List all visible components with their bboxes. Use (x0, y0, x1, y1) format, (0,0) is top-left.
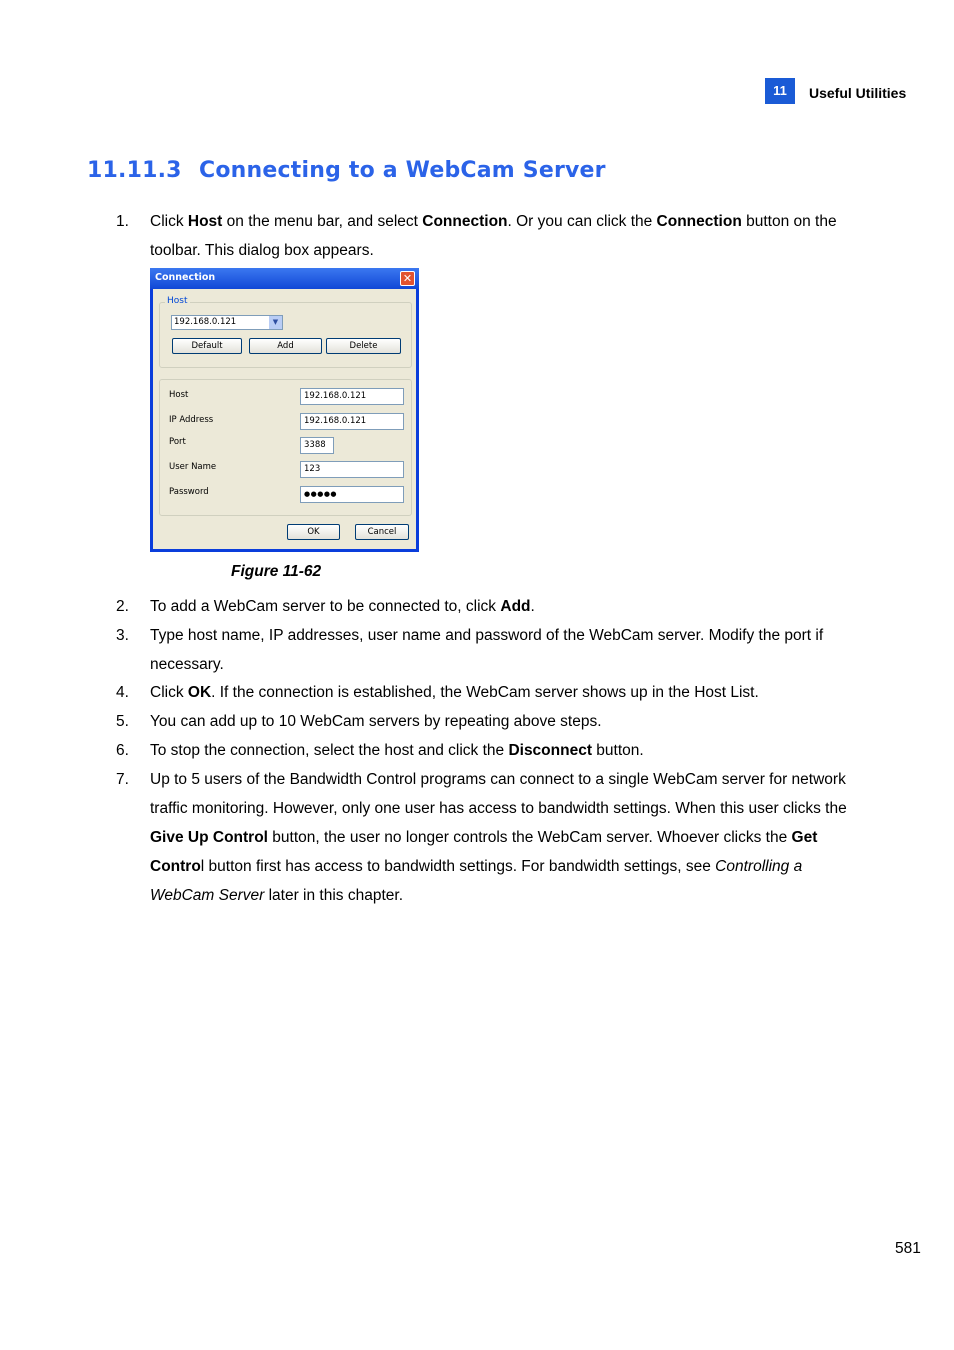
host-label: Host (169, 390, 189, 400)
step-bold-run: Connection (656, 213, 742, 230)
step-text (150, 765, 850, 910)
step-text-run: on the menu bar, and select (222, 213, 423, 230)
step-text (150, 707, 850, 736)
figure-caption: Figure 11-62 (231, 563, 322, 580)
cancel-button[interactable]: Cancel (355, 524, 409, 540)
step-number: 5. (116, 713, 129, 730)
page-number: 581 (895, 1240, 921, 1257)
step-text-run: . (530, 598, 535, 615)
password-field[interactable]: ●●●●● (300, 486, 404, 503)
dialog-title: Connection (155, 272, 216, 283)
step-bold-run: OK (187, 684, 212, 701)
step-number: 7. (116, 771, 129, 788)
user-name-label: User Name (169, 462, 217, 472)
close-icon[interactable]: ✕ (400, 271, 415, 286)
step-text-run: . If the connection is established, the WebCam server shows up in the Host List. (211, 684, 759, 701)
step-bold-run: Disconnect (508, 742, 592, 759)
delete-button[interactable]: Delete (326, 338, 401, 354)
chapter-number-badge: 11 (765, 78, 795, 104)
step-text-run: To stop the connection, select the host and click the (150, 742, 509, 759)
section-heading (87, 158, 606, 183)
host-group-label: Host (167, 296, 188, 306)
step-text (150, 592, 850, 621)
step-text-run: Click (150, 684, 188, 701)
step-bold-run: Host (187, 213, 223, 230)
step-text (150, 207, 850, 265)
dialog-titlebar[interactable] (150, 268, 419, 289)
step-text-run: button. (592, 742, 644, 759)
add-button[interactable]: Add (249, 338, 322, 354)
step-text-run: button on the toolbar. This dialog box appears. (150, 213, 837, 259)
step-bold-run: Connection (422, 213, 508, 230)
section-number: 11.11.3 (87, 158, 182, 183)
step-bold-run: Add (500, 598, 531, 615)
step-text-run: Up to 5 users of the Bandwidth Control programs can connect to a single WebCam server for network traffic monitoring. However, only one user has access to bandwidth settings. When this user clicks the (150, 771, 847, 817)
host-field[interactable]: 192.168.0.121 (300, 388, 404, 405)
step-text-run: l button first has access to bandwidth settings. For bandwidth settings, see (200, 858, 716, 875)
step-italic-run: Controlling a WebCam Server (150, 858, 803, 904)
chevron-down-icon[interactable]: ▼ (269, 316, 282, 329)
host-select[interactable] (171, 315, 283, 330)
port-label: Port (169, 437, 186, 447)
step-text (150, 621, 850, 679)
password-label: Password (169, 487, 209, 497)
ip-address-field[interactable]: 192.168.0.121 (300, 413, 404, 430)
step-text-run: You can add up to 10 WebCam servers by repeating above steps. (150, 713, 602, 730)
step-bold-run: Get Contro (150, 829, 818, 875)
step-number: 3. (116, 627, 129, 644)
step-number: 6. (116, 742, 129, 759)
section-title: Connecting to a WebCam Server (199, 158, 606, 183)
ok-button[interactable]: OK (287, 524, 340, 540)
step-text-run: Type host name, IP addresses, user name and password of the WebCam server. Modify the port if necessary. (150, 627, 824, 673)
step-bold-run: Give Up Control (150, 829, 268, 846)
host-group (159, 296, 412, 368)
step-number: 4. (116, 684, 129, 701)
step-text-run: . Or you can click the (507, 213, 657, 230)
chapter-title: Useful Utilities (809, 85, 907, 101)
step-text (150, 678, 850, 707)
user-name-field[interactable]: 123 (300, 461, 404, 478)
step-number: 2. (116, 598, 129, 615)
step-text-run: later in this chapter. (264, 887, 403, 904)
dialog-body (153, 289, 416, 549)
step-text-run: Click (150, 213, 188, 230)
step-number: 1. (116, 213, 129, 230)
connection-dialog (150, 268, 419, 552)
ip-address-label: IP Address (169, 415, 214, 425)
host-select-value: 192.168.0.121 (174, 317, 237, 327)
step-text (150, 736, 850, 765)
step-text-run: button, the user no longer controls the WebCam server. Whoever clicks the (267, 829, 792, 846)
step-text-run: To add a WebCam server to be connected to, click (150, 598, 501, 615)
port-field[interactable]: 3388 (300, 437, 334, 454)
default-button[interactable]: Default (172, 338, 242, 354)
